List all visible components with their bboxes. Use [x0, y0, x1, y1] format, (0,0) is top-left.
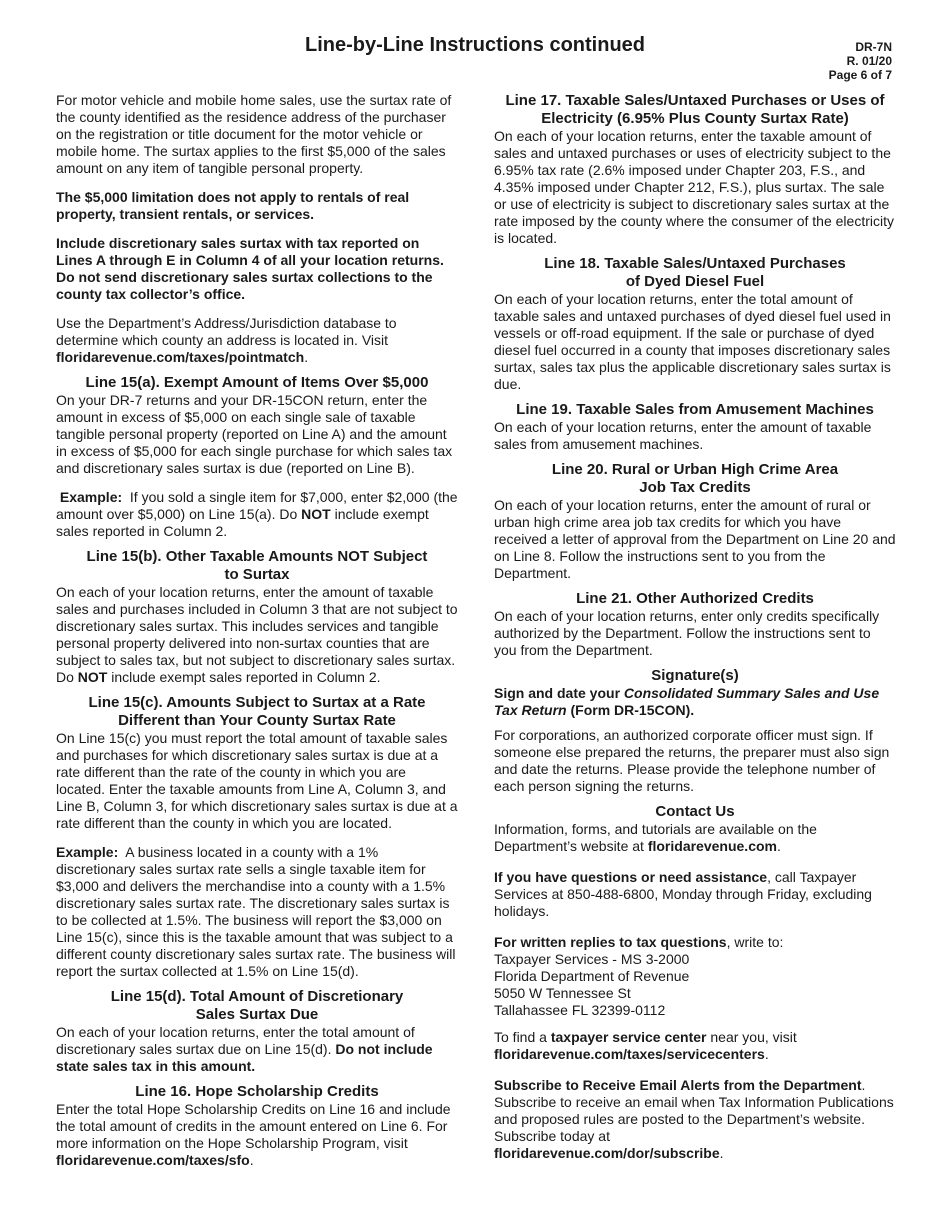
line-17-paragraph: On each of your location returns, enter the taxable amount of sales and untaxed purchases or uses of electricity subject to the 6.95% tax rate (2.6% imposed under Chapter 203, F.S., and 4.35% imposed under Chapter 212, F.S.), plus surtax. The sale or use of electricity is subject to discretionary sales surtax at the rate imposed by the county where the consumer of the electricity is located. — [494, 128, 894, 246]
page-number: Page 6 of 7 — [828, 68, 892, 82]
address-line: Tallahassee FL 32399-0112 — [494, 1002, 666, 1018]
address-line: Florida Department of Revenue — [494, 968, 690, 984]
signature-paragraph: For corporations, an authorized corporate officer must sign. If someone else prepared the returns, the preparer must also sign and date the returns. Please provide the telephone number of each person signing the returns. — [494, 727, 890, 794]
form-revision: R. 01/20 — [846, 54, 892, 68]
line-15c-paragraph: On Line 15(c) you must report the total amount of taxable sales and purchases for which discretionary sales surtax is due at a rate different than the rate of the county in which you are located. Enter the taxable amounts from Line A, Column 3, and Line B, Column 3, for which discretionary sales surtax is due at a rate different than the county in which you are located. — [56, 730, 458, 831]
motor-vehicle-paragraph: For motor vehicle and mobile home sales, use the surtax rate of the county identified as the residence address of the purchaser on the registration or title document for the motor vehicle or mobile home. The surtax applies to the first $5,000 of the sales amount on any item of tangible personal property. — [56, 92, 452, 176]
heading-line-18: Line 18. Taxable Sales/Untaxed Purchases of Dyed Diesel Fuel — [544, 255, 846, 290]
line-18-paragraph: On each of your location returns, enter the total amount of taxable sales and untaxed purchases of dyed diesel fuel used in vessels or off-road equipment. If the sale or purchase of dyed diesel fuel occurred in a county that imposes discretionary sales surtax, sales tax plus the applicable discretionary sales surtax is due. — [494, 291, 891, 392]
subscribe-link[interactable]: floridarevenue.com/dor/subscribe — [494, 1145, 720, 1161]
signature-instruction: Sign and date your Consolidated Summary Sales and Use Tax Return (Form DR-15CON). — [494, 685, 880, 718]
written-replies-block: For written replies to tax questions, write to: Taxpayer Services - MS 3-2000 Florida Department of Revenue 5050 W Tennessee St Tallahassee FL 32399-0112 — [494, 934, 896, 1019]
right-column — [494, 92, 896, 1170]
heading-line-19: Line 19. Taxable Sales from Amusement Machines — [516, 401, 874, 418]
form-number: DR-7N — [855, 40, 892, 54]
line-15d-paragraph: On each of your location returns, enter the total amount of discretionary sales surtax due on Line 15(d). Do not include state sales tax in this amount. — [56, 1024, 433, 1074]
surtax-include-note: Include discretionary sales surtax with tax reported on Lines A through E in Column 4 of all your location returns. Do not send discretionary sales surtax collections to the county tax collector’s office. — [56, 235, 444, 302]
heading-line-15d: Line 15(d). Total Amount of Discretionary Sales Surtax Due — [110, 988, 404, 1023]
left-column — [56, 92, 458, 1177]
heading-line-15c: Line 15(c). Amounts Subject to Surtax at a Rate Different than Your County Surtax Rate — [88, 694, 426, 729]
line-15b-paragraph: On each of your location returns, enter the amount of taxable sales and purchases included in Column 3 that are not subject to discretionary sales surtax. This includes services and tangible personal property delivered into non-surtax counties that are subject to sales tax, but not subject to discretionary sales surtax. Do NOT include exempt sales reported in Column 2. — [56, 584, 458, 685]
page-title: Line-by-Line Instructions continued — [305, 34, 645, 56]
sfo-link[interactable]: floridarevenue.com/taxes/sfo — [56, 1152, 250, 1168]
line-21-paragraph: On each of your location returns, enter only credits specifically authorized by the Department. Follow the instructions sent to you from the Department. — [494, 608, 880, 658]
heading-line-15b: Line 15(b). Other Taxable Amounts NOT Subject to Surtax — [86, 548, 428, 583]
heading-line-21: Line 21. Other Authorized Credits — [576, 590, 814, 607]
pointmatch-link[interactable]: floridarevenue.com/taxes/pointmatch — [56, 349, 305, 365]
heading-line-17: Line 17. Taxable Sales/Untaxed Purchases or Uses of Electricity (6.95% Plus County Surtax Rate) — [505, 92, 885, 127]
subscribe-paragraph: Subscribe to Receive Email Alerts from the Department. Subscribe to receive an email when Tax Information Publications and proposed rules are posted to the Department’s website. Subscribe today at floridarevenue.com/dor/subscribe. — [494, 1077, 894, 1161]
line-15c-example: Example: A business located in a county with a 1% discretionary sales surtax rate sells a single taxable item for $3,000 and delivers the merchandise into a county with a 1.5% discretionary sales surtax rate. The discretionary sales surtax is to be collected at 1.5%. The business will report the $3,000 on Line 15(c), since this is the taxable amount that was subject to a different county discretionary sales surtax rate. The business will report the surtax collected at 1.5% on Line 15(d). — [56, 844, 456, 979]
line-15a-paragraph: On your DR-7 returns and your DR-15CON return, enter the amount in excess of $5,000 on each single sale of taxable tangible personal property (reported on Line A) and the amount in excess of $5,000 for each single purchase for which sales tax and discretionary sales surtax is due (reported on Line B). — [56, 392, 453, 476]
heading-line-20: Line 20. Rural or Urban High Crime Area Job Tax Credits — [551, 461, 839, 496]
address-line: Taxpayer Services - MS 3-2000 — [494, 951, 690, 967]
info-paragraph: Information, forms, and tutorials are available on the Department’s website at floridarevenue.com. — [494, 821, 817, 854]
address-line: 5050 W Tennessee St — [494, 985, 631, 1001]
heading-line-15a: Line 15(a). Exempt Amount of Items Over $5,000 — [85, 374, 429, 391]
heading-contact-us: Contact Us — [655, 803, 735, 820]
heading-line-16: Line 16. Hope Scholarship Credits — [135, 1083, 379, 1100]
line-16-paragraph: Enter the total Hope Scholarship Credits on Line 16 and include the total amount of credits in the amount entered on Line 6. For more information on the Hope Scholarship Program, visit floridarevenue.com/taxes/sfo. — [56, 1101, 451, 1168]
service-center-paragraph: To find a taxpayer service center near you, visit floridarevenue.com/taxes/servicecenters. — [494, 1029, 797, 1062]
line-19-paragraph: On each of your location returns, enter the amount of taxable sales from amusement machines. — [494, 419, 872, 452]
line-20-paragraph: On each of your location returns, enter the amount of rural or urban high crime area job tax credits for which you have received a letter of approval from the Department on Line 20 and on Line 8. Follow the instructions sent to you from the Department. — [494, 497, 896, 581]
questions-paragraph: If you have questions or need assistance, call Taxpayer Services at 850-488-6800, Monday through Friday, excluding holidays. — [494, 869, 872, 919]
heading-signatures: Signature(s) — [651, 667, 739, 684]
website-link[interactable]: floridarevenue.com — [647, 838, 777, 854]
line-15a-example: Example: If you sold a single item for $7,000, enter $2,000 (the amount over $5,000) on Line 15(a). Do NOT include exempt sales reported in Column 2. — [56, 489, 458, 539]
limitation-note: The $5,000 limitation does not apply to rentals of real property, transient rentals, or services. — [56, 189, 410, 222]
service-centers-link[interactable]: floridarevenue.com/taxes/servicecenters — [494, 1046, 765, 1062]
form-identifier — [829, 40, 892, 82]
pointmatch-paragraph: Use the Department’s Address/Jurisdiction database to determine which county an address is located in. Visit floridarevenue.com/taxes/pointmatch. — [56, 315, 397, 365]
